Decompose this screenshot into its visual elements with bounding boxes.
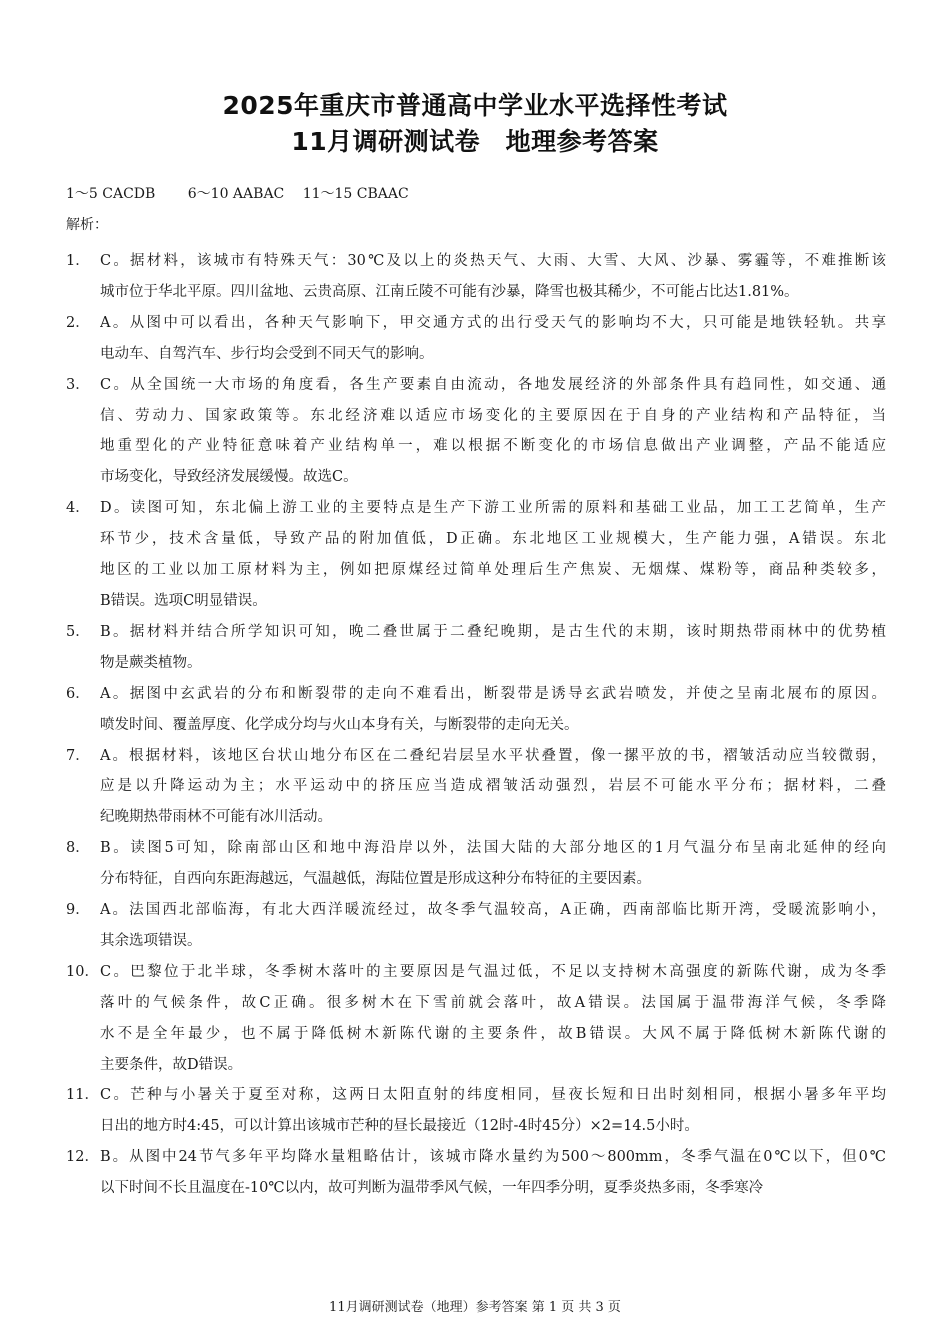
answer-text-line: D。读图可知，东北偏上游工业的主要特点是生产下游工业所需的原料和基础工业品，加工工艺简单，生产 bbox=[100, 500, 886, 517]
answer-text-line: C。巴黎位于北半球，冬季树木落叶的主要原因是气温过低，不足以支持树木高强度的新陈代谢，成为冬季 bbox=[100, 963, 886, 980]
answer-item-number: 2． bbox=[66, 314, 90, 331]
answer-text-line: 纪晚期热带雨林不可能有冰川活动。 bbox=[100, 809, 332, 826]
answer-key: 1～5 CACDB 6～10 AABAC 11～15 CBAAC bbox=[66, 186, 409, 202]
title-line-1: 2025年重庆市普通高中学业水平选择性考试 bbox=[222, 91, 728, 120]
answer-item bbox=[66, 957, 886, 1081]
answer-text-line: 喷发时间、覆盖厚度、化学成分均与火山本身有关，与断裂带的走向无关。 bbox=[100, 716, 579, 733]
answer-item-text bbox=[100, 833, 886, 895]
answer-text-line: 环节少，技术含量低，导致产品的附加值低，D正确。东北地区工业规模大，生产能力强，A错误。东北 bbox=[100, 531, 886, 548]
answer-item-text bbox=[100, 370, 886, 494]
answer-text-line: A。法国西北部临海，有北大西洋暖流经过，故冬季气温较高，A正确，西南部临比斯开湾，受暖流影响小， bbox=[100, 902, 886, 919]
answer-item-number: 8． bbox=[66, 840, 90, 857]
answer-item bbox=[66, 1080, 886, 1142]
answer-text-line: C。从全国统一大市场的角度看，各生产要素自由流动，各地发展经济的外部条件具有趋同性，如交通、通 bbox=[100, 376, 886, 393]
answer-item-text bbox=[100, 741, 886, 834]
answer-item bbox=[66, 1142, 886, 1204]
answer-text-line: C。据材料，该城市有特殊天气：30℃及以上的炎热天气、大雨、大雪、大风、沙暴、雾霾等，不难推断该 bbox=[100, 253, 886, 269]
page-footer: 11月调研测试卷（地理）参考答案 第 1 页 共 3 页 bbox=[329, 1300, 621, 1315]
answer-item bbox=[66, 679, 886, 741]
answer-item bbox=[66, 308, 886, 370]
answer-item-number: 12． bbox=[66, 1149, 99, 1166]
answer-item bbox=[66, 895, 886, 957]
answer-item-number: 1． bbox=[66, 253, 90, 269]
answer-item-number: 6． bbox=[66, 685, 90, 702]
answer-item-number: 3． bbox=[66, 376, 90, 393]
answer-item-text bbox=[100, 493, 886, 617]
answer-explanations bbox=[66, 246, 886, 1204]
answer-item-number: 5． bbox=[66, 623, 90, 640]
answer-text-line: 分布特征，自西向东距海越远，气温越低，海陆位置是形成这种分布特征的主要因素。 bbox=[100, 871, 651, 888]
answer-text-line: B。据材料并结合所学知识可知，晚二叠世属于二叠纪晚期，是古生代的末期，该时期热带雨林中的优势植 bbox=[100, 623, 886, 640]
document-title bbox=[0, 88, 950, 160]
answer-text-line: 以下时间不长且温度在-10℃以内，故可判断为温带季风气候，一年四季分明，夏季炎热多雨，冬季寒冷 bbox=[100, 1180, 764, 1197]
answer-item-number: 9． bbox=[66, 902, 90, 919]
answer-item-text bbox=[100, 1142, 886, 1204]
answer-item-text bbox=[100, 246, 886, 308]
title-line-2: 11月调研测试卷 地理参考答案 bbox=[291, 127, 659, 156]
answer-item-number: 4． bbox=[66, 500, 90, 517]
answer-item-text bbox=[100, 895, 886, 957]
answer-item bbox=[66, 493, 886, 617]
answer-item-text bbox=[100, 1080, 886, 1142]
answer-text-line: 地区的工业以加工原材料为主，例如把原煤经过简单处理后生产焦炭、无烟煤、煤粉等，商品种类较多， bbox=[100, 562, 886, 579]
answer-text-line: B。从图中24节气多年平均降水量粗略估计，该城市降水量约为500～800mm，冬季气温在0℃以下，但0℃ bbox=[100, 1149, 886, 1166]
answer-text-line: 落叶的气候条件，故C正确。很多树木在下雪前就会落叶，故A错误。法国属于温带海洋气候，冬季降 bbox=[100, 994, 886, 1011]
answer-text-line: 电动车、自驾汽车、步行均会受到不同天气的影响。 bbox=[100, 345, 434, 362]
answer-text-line: 主要条件，故D错误。 bbox=[100, 1056, 243, 1073]
answer-text-line: C。芒种与小暑关于夏至对称，这两日太阳直射的纬度相同，昼夜长短和日出时刻相同，根据小暑多年平均 bbox=[100, 1087, 886, 1104]
analysis-label: 解析： bbox=[66, 217, 108, 233]
answer-item bbox=[66, 617, 886, 679]
answer-text-line: B。读图5可知，除南部山区和地中海沿岸以外，法国大陆的大部分地区的1月气温分布呈南北延伸的经向 bbox=[100, 840, 886, 857]
answer-item bbox=[66, 370, 886, 494]
answer-item bbox=[66, 833, 886, 895]
answer-item-text bbox=[100, 617, 886, 679]
answer-item bbox=[66, 741, 886, 834]
answer-text-line: 物是蕨类植物。 bbox=[100, 654, 202, 671]
answer-text-line: B错误。选项C明显错误。 bbox=[100, 592, 267, 609]
answer-text-line: 水不是全年最少，也不属于降低树木新陈代谢的主要条件，故B错误。大风不属于降低树木新陈代谢的 bbox=[100, 1025, 886, 1042]
answer-item bbox=[66, 246, 886, 308]
answer-text-line: A。根据材料，该地区台状山地分布区在二叠纪岩层呈水平状叠置，像一摞平放的书，褶皱活动应当较微弱， bbox=[100, 747, 886, 764]
answer-text-line: 其余选项错误。 bbox=[100, 932, 202, 949]
answer-text-line: 信、劳动力、国家政策等。东北经济难以适应市场变化的主要原因在于自身的产业结构和产品特征，当 bbox=[100, 407, 886, 424]
answer-text-line: 应是以升降运动为主；水平运动中的挤压应当造成褶皱活动强烈，岩层不可能水平分布；据材料，二叠 bbox=[100, 778, 886, 795]
answer-item-number: 7． bbox=[66, 747, 90, 764]
answer-item-text bbox=[100, 679, 886, 741]
answer-text-line: A。据图中玄武岩的分布和断裂带的走向不难看出，断裂带是诱导玄武岩喷发，并使之呈南北展布的原因。 bbox=[100, 685, 886, 702]
answer-text-line: 日出的地方时4:45，可以计算出该城市芒种的昼长最接近（12时-4时45分）×2=14.5小时。 bbox=[100, 1118, 699, 1135]
answer-item-text bbox=[100, 308, 886, 370]
answer-item-number: 11． bbox=[66, 1087, 99, 1104]
answer-text-line: A。从图中可以看出，各种天气影响下，甲交通方式的出行受天气的影响均不大，只可能是地铁轻轨。共享 bbox=[100, 314, 886, 331]
answer-text-line: 地重型化的产业特征意味着产业结构单一，难以根据不断变化的市场信息做出产业调整，产品不能适应 bbox=[100, 438, 886, 455]
answer-text-line: 市场变化，导致经济发展缓慢。故选C。 bbox=[100, 469, 358, 486]
answer-text-line: 城市位于华北平原。四川盆地、云贵高原、江南丘陵不可能有沙暴，降雪也极其稀少，不可能占比达1.81%。 bbox=[100, 283, 799, 300]
answer-item-number: 10． bbox=[66, 963, 99, 980]
answer-item-text bbox=[100, 957, 886, 1081]
